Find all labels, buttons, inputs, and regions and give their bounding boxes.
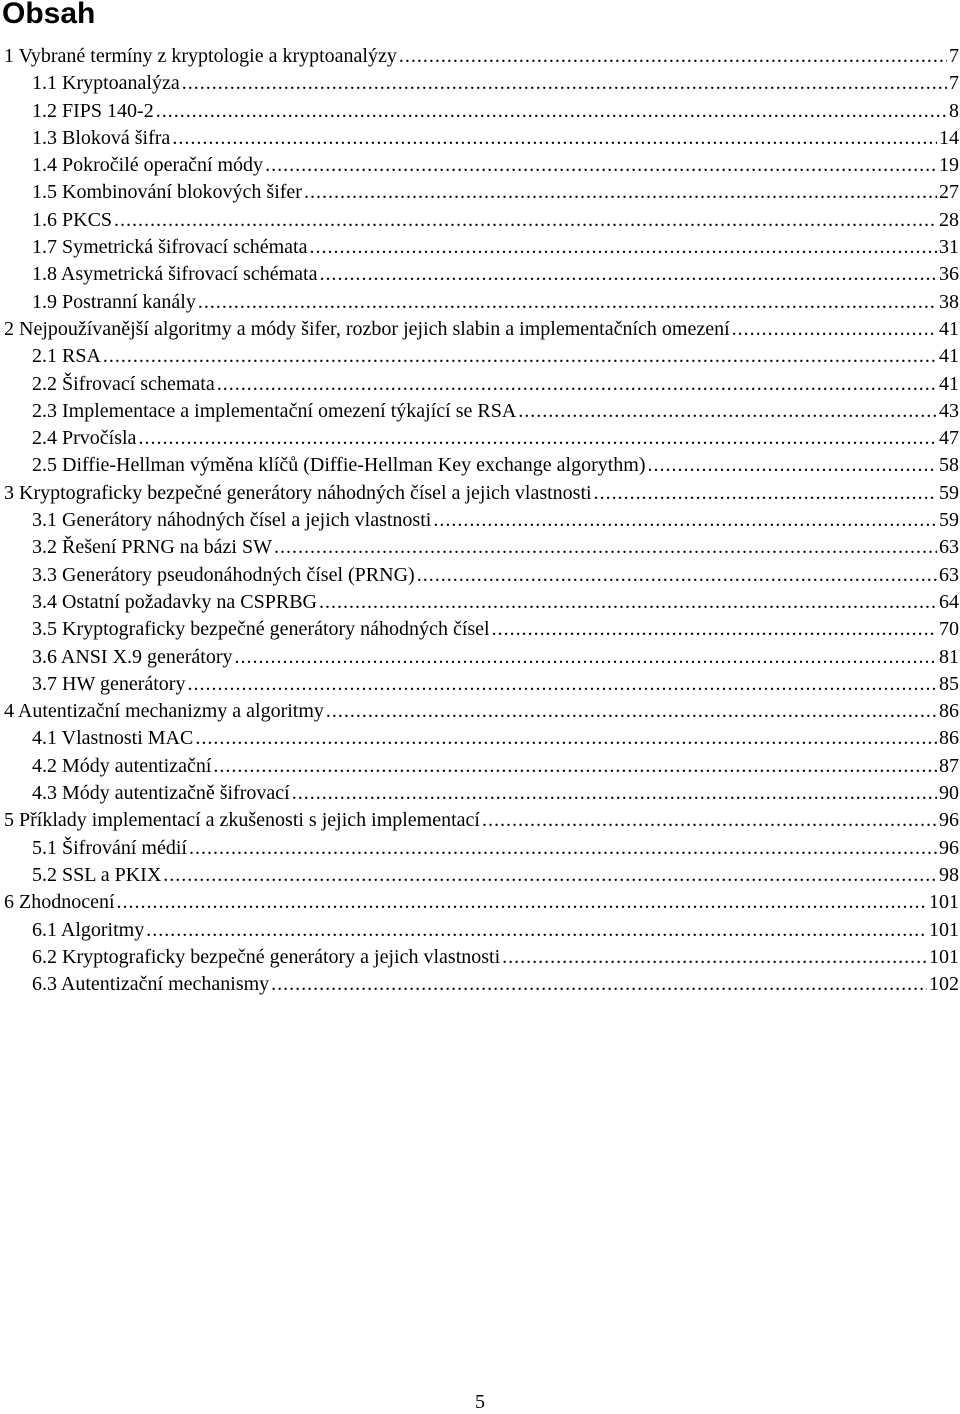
toc-entry-page: 90 — [939, 782, 959, 805]
toc-entry-page: 47 — [939, 427, 959, 450]
toc-entry-label: 5.2 SSL a PKIX — [32, 863, 162, 886]
toc-entry-label: 2.1 RSA — [32, 345, 101, 368]
toc-entry[interactable] — [4, 207, 959, 234]
toc-entry-label: 4.2 Módy autentizační — [32, 754, 212, 777]
table-of-contents — [4, 43, 959, 998]
toc-entry-label: 1.4 Pokročilé operační módy — [32, 154, 264, 177]
toc-entry-page: 59 — [939, 509, 959, 532]
toc-dot-leader — [732, 316, 937, 343]
toc-dot-leader — [319, 589, 937, 616]
toc-entry-label: 2 Nejpoužívanější algoritmy a módy šifer, rozbor jejich slabin a implementačních omezení — [4, 317, 730, 340]
toc-dot-leader — [309, 234, 937, 261]
toc-entry[interactable] — [4, 971, 959, 998]
toc-dot-leader — [326, 698, 937, 725]
toc-dot-leader — [163, 862, 937, 889]
toc-dot-leader — [182, 70, 947, 97]
toc-dot-leader — [189, 835, 937, 862]
toc-entry-label: 3.3 Generátory pseudonáhodných čísel (PRNG) — [32, 563, 415, 586]
toc-entry-page: 70 — [939, 618, 959, 641]
toc-entry-page: 101 — [929, 945, 959, 968]
toc-entry-label: 1.1 Kryptoanalýza — [32, 72, 180, 95]
toc-entry-page: 98 — [939, 863, 959, 886]
toc-entry[interactable] — [4, 862, 959, 889]
toc-dot-leader — [492, 616, 937, 643]
toc-dot-leader — [648, 452, 938, 479]
toc-entry[interactable] — [4, 316, 959, 343]
toc-entry-label: 6 Zhodnocení — [4, 891, 115, 914]
toc-entry-page: 8 — [949, 99, 959, 122]
toc-entry-page: 96 — [939, 836, 959, 859]
toc-entry[interactable] — [4, 698, 959, 725]
toc-dot-leader — [138, 425, 937, 452]
toc-entry[interactable] — [4, 780, 959, 807]
toc-entry-label: 2.3 Implementace a implementační omezení týkající se RSA — [32, 399, 517, 422]
toc-entry-label: 1 Vybrané termíny z kryptologie a kryptoanalýzy — [4, 45, 397, 67]
toc-entry-page: 102 — [929, 973, 959, 996]
toc-entry-label: 1.8 Asymetrická šifrovací schémata — [32, 263, 318, 286]
toc-entry[interactable] — [4, 944, 959, 971]
toc-dot-leader — [433, 507, 937, 534]
toc-dot-leader — [271, 971, 927, 998]
toc-dot-leader — [482, 807, 937, 834]
toc-dot-leader — [156, 98, 947, 125]
page-number: 5 — [475, 1391, 485, 1413]
toc-entry[interactable] — [4, 371, 959, 398]
toc-entry[interactable] — [4, 835, 959, 862]
toc-dot-leader — [103, 343, 937, 370]
toc-entry-page: 38 — [939, 290, 959, 313]
toc-entry-page: 43 — [939, 399, 959, 422]
toc-entry-page: 86 — [939, 700, 959, 723]
toc-entry-label: 4 Autentizační mechanizmy a algoritmy — [4, 700, 324, 723]
toc-entry[interactable] — [4, 480, 959, 507]
toc-entry-page: 7 — [949, 72, 959, 95]
toc-entry-label: 3.1 Generátory náhodných čísel a jejich vlastnosti — [32, 509, 432, 532]
toc-entry-page: 41 — [939, 317, 959, 340]
toc-entry-page: 14 — [939, 126, 959, 149]
toc-dot-leader — [172, 125, 937, 152]
toc-dot-leader — [117, 889, 927, 916]
toc-entry[interactable] — [4, 398, 959, 425]
toc-entry[interactable] — [4, 261, 959, 288]
toc-entry-label: 2.5 Diffie-Hellman výměna klíčů (Diffie-Hellman Key exchange algorythm) — [32, 454, 646, 477]
toc-dot-leader — [114, 207, 937, 234]
toc-entry-page: 64 — [939, 590, 959, 613]
toc-dot-leader — [502, 944, 927, 971]
toc-entry-page: 63 — [939, 536, 959, 559]
toc-entry-label: 1.2 FIPS 140-2 — [32, 99, 154, 122]
toc-entry-label: 6.2 Kryptograficky bezpečné generátory a jejich vlastnosti — [32, 945, 501, 968]
toc-dot-leader — [235, 644, 937, 671]
toc-dot-leader — [265, 152, 937, 179]
toc-entry-page: 63 — [939, 563, 959, 586]
toc-entry-label: 3.4 Ostatní požadavky na CSPRBG — [32, 590, 317, 613]
toc-entry[interactable] — [4, 425, 959, 452]
toc-entry-label: 2.4 Prvočísla — [32, 427, 137, 450]
page-title: Obsah — [2, 0, 96, 30]
toc-entry-page: 85 — [939, 672, 959, 695]
toc-entry-label: 6.3 Autentizační mechanismy — [32, 973, 270, 996]
toc-dot-leader — [217, 371, 937, 398]
toc-entry[interactable] — [4, 534, 959, 561]
toc-entry[interactable] — [4, 70, 959, 97]
toc-entry-page: 96 — [939, 809, 959, 832]
toc-entry-page: 101 — [929, 891, 959, 914]
toc-entry[interactable] — [4, 807, 959, 834]
toc-entry[interactable] — [4, 889, 959, 916]
toc-entry-label: 3.5 Kryptograficky bezpečné generátory náhodných čísel — [32, 618, 490, 641]
toc-entry-label: 2.2 Šifrovací schemata — [32, 372, 215, 395]
toc-dot-leader — [518, 398, 937, 425]
toc-entry-page: 41 — [939, 372, 959, 395]
toc-dot-leader — [417, 562, 937, 589]
toc-entry-label: 1.3 Bloková šifra — [32, 126, 171, 149]
toc-entry-page: 28 — [939, 208, 959, 231]
toc-entry[interactable] — [4, 343, 959, 370]
toc-entry-label: 4.3 Módy autentizačně šifrovací — [32, 782, 290, 805]
toc-entry-label: 5.1 Šifrování médií — [32, 836, 187, 859]
toc-entry[interactable] — [4, 507, 959, 534]
toc-entry-page: 86 — [939, 727, 959, 750]
toc-dot-leader — [274, 534, 937, 561]
toc-entry-label: 1.5 Kombinování blokových šifer — [32, 181, 302, 204]
toc-entry-page: 87 — [939, 754, 959, 777]
toc-entry[interactable] — [4, 753, 959, 780]
toc-entry-page: 27 — [939, 181, 959, 204]
toc-entry-label: 1.6 PKCS — [32, 208, 113, 231]
toc-entry-label: 4.1 Vlastnosti MAC — [32, 727, 194, 750]
toc-dot-leader — [195, 725, 937, 752]
toc-entry-label: 1.9 Postranní kanály — [32, 290, 196, 313]
toc-entry[interactable] — [4, 234, 959, 261]
toc-entry[interactable] — [4, 452, 959, 479]
toc-entry-page: 101 — [929, 918, 959, 941]
toc-entry[interactable] — [4, 289, 959, 316]
toc-entry-page: 81 — [939, 645, 959, 668]
toc-entry-page: 7 — [949, 45, 959, 67]
toc-entry[interactable] — [4, 562, 959, 589]
toc-entry-page: 58 — [939, 454, 959, 477]
toc-entry-page: 36 — [939, 263, 959, 286]
toc-dot-leader — [187, 671, 937, 698]
toc-entry[interactable] — [4, 43, 959, 70]
toc-entry-page: 31 — [939, 236, 959, 259]
toc-dot-leader — [213, 753, 937, 780]
toc-entry-page: 41 — [939, 345, 959, 368]
toc-entry[interactable] — [4, 616, 959, 643]
toc-dot-leader — [399, 43, 947, 70]
toc-entry[interactable] — [4, 671, 959, 698]
toc-entry[interactable] — [4, 98, 959, 125]
toc-entry-label: 6.1 Algoritmy — [32, 918, 145, 941]
toc-dot-leader — [594, 480, 937, 507]
toc-entry-label: 3.2 Řešení PRNG na bázi SW — [32, 536, 272, 559]
toc-dot-leader — [304, 179, 937, 206]
toc-entry[interactable] — [4, 644, 959, 671]
toc-entry-label: 5 Příklady implementací a zkušenosti s jejich implementací — [4, 809, 480, 832]
toc-entry[interactable] — [4, 725, 959, 752]
toc-entry-label: 3.6 ANSI X.9 generátory — [32, 645, 233, 668]
toc-entry-label: 3.7 HW generátory — [32, 672, 186, 695]
toc-entry[interactable] — [4, 917, 959, 944]
toc-entry-page: 59 — [939, 481, 959, 504]
toc-entry[interactable] — [4, 589, 959, 616]
toc-entry[interactable] — [4, 152, 959, 179]
toc-entry[interactable] — [4, 125, 959, 152]
toc-dot-leader — [319, 261, 937, 288]
toc-dot-leader — [198, 289, 937, 316]
toc-dot-leader — [146, 917, 927, 944]
toc-entry-label: 3 Kryptograficky bezpečné generátory náhodných čísel a jejich vlastnosti — [4, 481, 592, 504]
toc-entry-page: 19 — [939, 154, 959, 177]
toc-entry-label: 1.7 Symetrická šifrovací schémata — [32, 236, 308, 259]
toc-entry[interactable] — [4, 179, 959, 206]
toc-dot-leader — [292, 780, 937, 807]
